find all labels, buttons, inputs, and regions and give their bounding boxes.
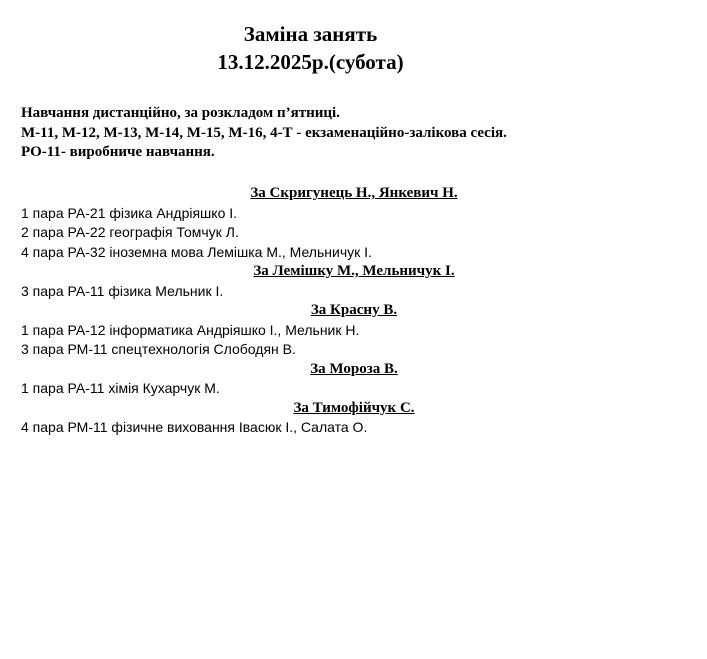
substitutions-list bbox=[21, 184, 687, 438]
lesson-line: 2 пара РА-22 географія Томчук Л. bbox=[21, 224, 239, 240]
teacher-heading: За Мороза В. bbox=[310, 360, 398, 377]
lesson-line: 1 пара РА-21 фізика Андріяшко І. bbox=[21, 204, 238, 221]
teacher-heading: За Скригунець Н., Янкевич Н. bbox=[250, 185, 458, 201]
lesson-line: 1 пара РА-11 хімія Кухарчук М. bbox=[21, 380, 220, 396]
lesson-line: 3 пара РМ-11 спецтехнологія Слободян В. bbox=[21, 341, 296, 357]
notice-block bbox=[21, 104, 507, 163]
notice-line: Навчання дистанційно, за розкладом п’ятниці. bbox=[21, 105, 340, 121]
teacher-heading: За Лемішку М., Мельничук І. bbox=[253, 263, 455, 279]
notice-line: РО-11- виробниче навчання. bbox=[21, 144, 215, 160]
page-date: 13.12.2025р.(субота) bbox=[217, 50, 404, 74]
lesson-line: 3 пара РА-11 фізика Мельник І. bbox=[21, 282, 224, 299]
lesson-line: 4 пара РМ-11 фізичне виховання Івасюк І., Салата О. bbox=[21, 419, 368, 435]
teacher-heading: За Тимофійчук С. bbox=[293, 399, 415, 416]
lesson-line: 1 пара РА-12 інформатика Андріяшко І., Мельник Н. bbox=[21, 321, 360, 338]
page-title: Заміна занять bbox=[243, 22, 378, 46]
lesson-line: 4 пара РА-32 іноземна мова Лемішка М., Мельничук І. bbox=[21, 243, 372, 260]
notice-line: М-11, М-12, М-13, М-14, М-15, М-16, 4-Т - екзаменаційно-залікова сесія. bbox=[21, 124, 507, 141]
teacher-heading: За Красну В. bbox=[310, 302, 398, 318]
